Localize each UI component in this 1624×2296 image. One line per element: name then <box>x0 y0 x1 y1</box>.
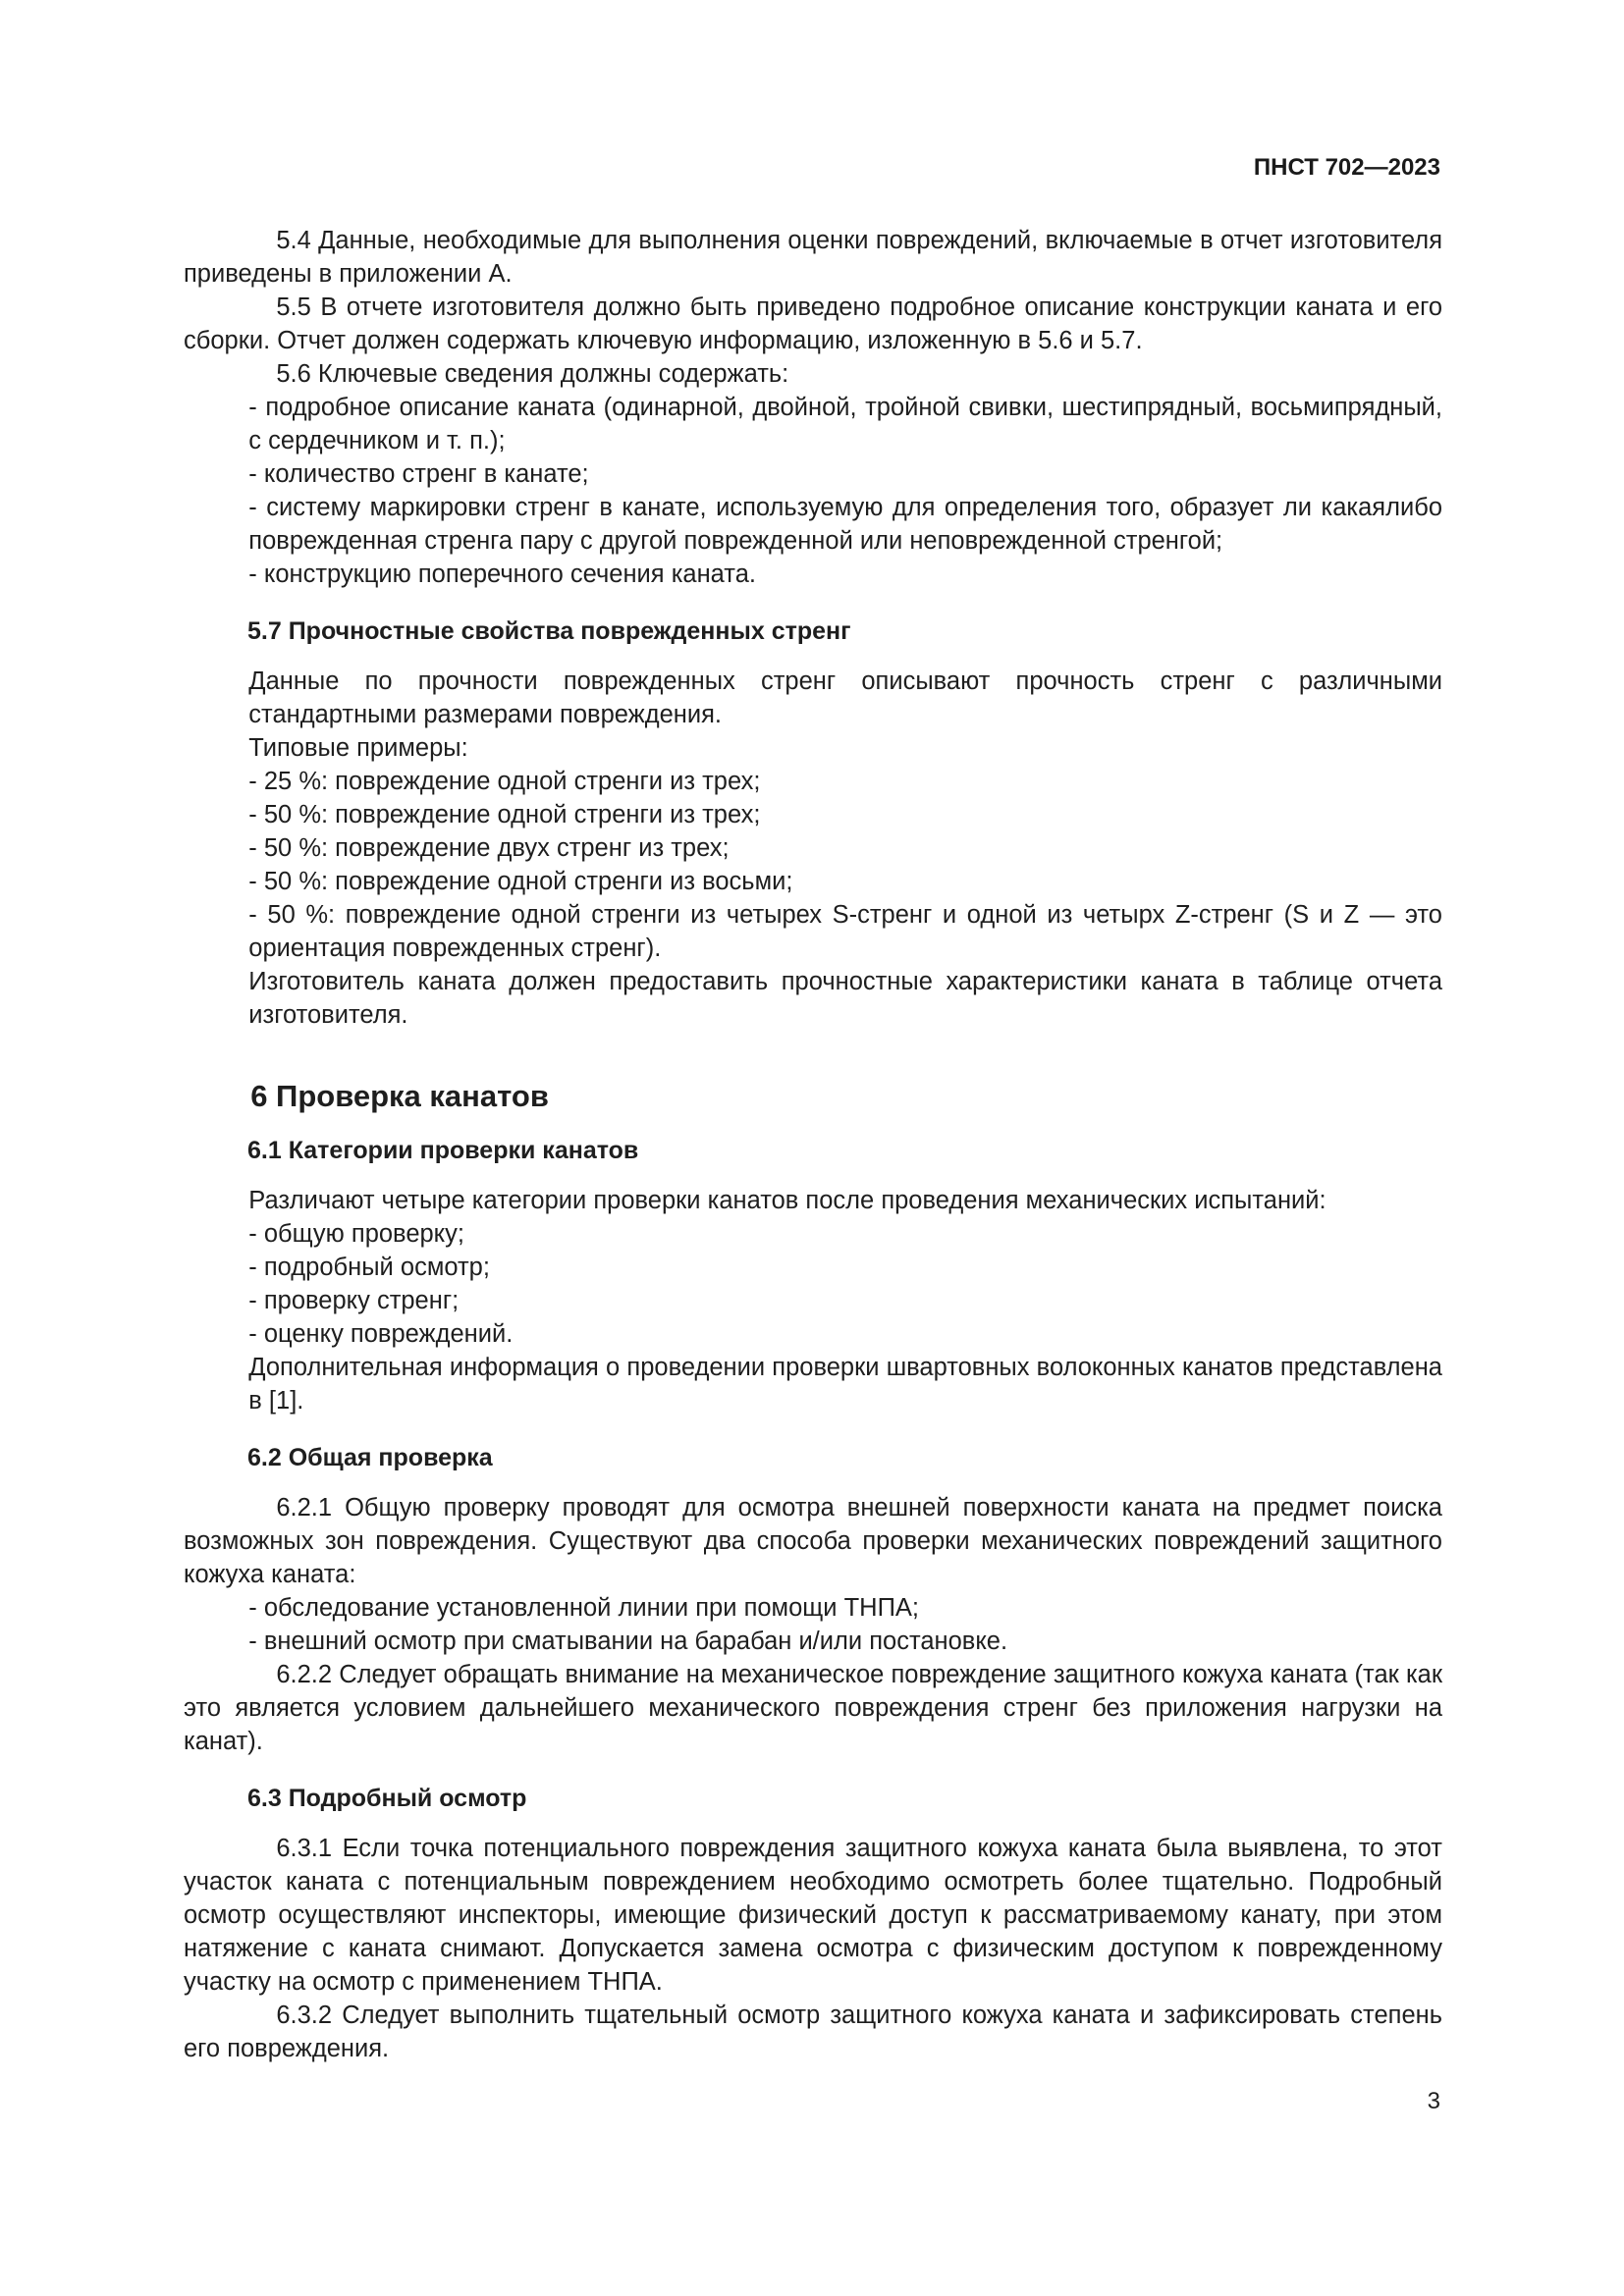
section-heading-6: 6 Проверка канатов <box>250 1079 549 1113</box>
list-item: - систему маркировки стренг в канате, используемую для определения того, образует ли какаялибо поврежденная стренга пару с другой поврежденной или неповрежденной стренгой; <box>248 494 1442 555</box>
page-number: 3 <box>1427 2088 1440 2114</box>
list-item: - 50 %: повреждение одной стренги из четырех S-стренг и одной из четырх Z-стренг (S и Z — это ориентация поврежденных стренг). <box>248 901 1442 962</box>
paragraph-5-6: 5.6 Ключевые сведения должны содержать: <box>276 360 789 388</box>
paragraph-5-7-intro: Данные по прочности поврежденных стренг описывают прочность стренг с различными стандартными размерами повреждения. <box>248 667 1442 728</box>
list-item: - обследование установленной линии при помощи ТНПА; <box>248 1594 919 1622</box>
list-item: - количество стренг в канате; <box>248 460 589 488</box>
list-item: - оценку повреждений. <box>248 1320 514 1348</box>
paragraph-6-1-additional: Дополнительная информация о проведении проверки швартовных волоконных канатов представлена в [1]. <box>248 1354 1442 1415</box>
paragraph-5-7-examples: Типовые примеры: <box>248 734 468 762</box>
list-item: - 50 %: повреждение одной стренги из восьми; <box>248 868 793 895</box>
list-item: - 50 %: повреждение двух стренг из трех; <box>248 834 730 862</box>
paragraph-6-3-1: 6.3.1 Если точка потенциального повреждения защитного кожуха каната была выявлена, то этот участок каната с потенциальным повреждением необходимо осмотреть более тщательно. Подробный осмотр осуществляют инспекторы, имеющие физический доступ к рассматриваемому канату, при этом натяжение с каната снимают. Допускается замена осмотра с физическим доступом к поврежденному участку на осмотр с применением ТНПА. <box>184 1835 1442 1996</box>
page-body <box>184 224 1442 2065</box>
paragraph-6-2-1: 6.2.1 Общую проверку проводят для осмотра внешней поверхности каната на предмет поиска возможных зон повреждения. Существуют два способа проверки механических повреждений защитного кожуха каната: <box>184 1494 1442 1588</box>
subsection-heading-5-7: 5.7 Прочностные свойства поврежденных стренг <box>247 617 851 645</box>
subsection-heading-6-3: 6.3 Подробный осмотр <box>247 1785 527 1812</box>
subsection-heading-6-1: 6.1 Категории проверки канатов <box>247 1137 639 1164</box>
list-item: - 25 %: повреждение одной стренги из трех; <box>248 768 761 795</box>
list-item: - проверку стренг; <box>248 1287 460 1314</box>
list-item: - конструкцию поперечного сечения каната. <box>248 561 756 588</box>
list-item: - внешний осмотр при сматывании на барабан и/или постановке. <box>248 1628 1008 1655</box>
list-item: - подробный осмотр; <box>248 1254 490 1281</box>
paragraph-5-7-closing: Изготовитель каната должен предоставить прочностные характеристики каната в таблице отчета изготовителя. <box>248 968 1442 1029</box>
document-code: ПНСТ 702—2023 <box>1253 154 1440 181</box>
paragraph-6-3-2: 6.3.2 Следует выполнить тщательный осмотр защитного кожуха каната и зафиксировать степень его повреждения. <box>184 2002 1442 2062</box>
subsection-heading-6-2: 6.2 Общая проверка <box>247 1444 493 1471</box>
list-item: - 50 %: повреждение одной стренги из трех; <box>248 801 761 828</box>
paragraph-6-2-2: 6.2.2 Следует обращать внимание на механическое повреждение защитного кожуха каната (так как это является условием дальнейшего механического повреждения стренг без приложения нагрузки на канат). <box>184 1661 1442 1755</box>
list-item: - подробное описание каната (одинарной, двойной, тройной свивки, шестипрядный, восьмипрядный, с сердечником и т. п.); <box>248 394 1442 454</box>
paragraph-5-4: 5.4 Данные, необходимые для выполнения оценки повреждений, включаемые в отчет изготовителя приведены в приложении А. <box>184 227 1442 288</box>
paragraph-6-1: Различают четыре категории проверки канатов после проведения механических испытаний: <box>248 1187 1326 1214</box>
list-item: - общую проверку; <box>248 1220 464 1248</box>
paragraph-5-5: 5.5 В отчете изготовителя должно быть приведено подробное описание конструкции каната и его сборки. Отчет должен содержать ключевую информацию, изложенную в 5.6 и 5.7. <box>184 294 1442 354</box>
